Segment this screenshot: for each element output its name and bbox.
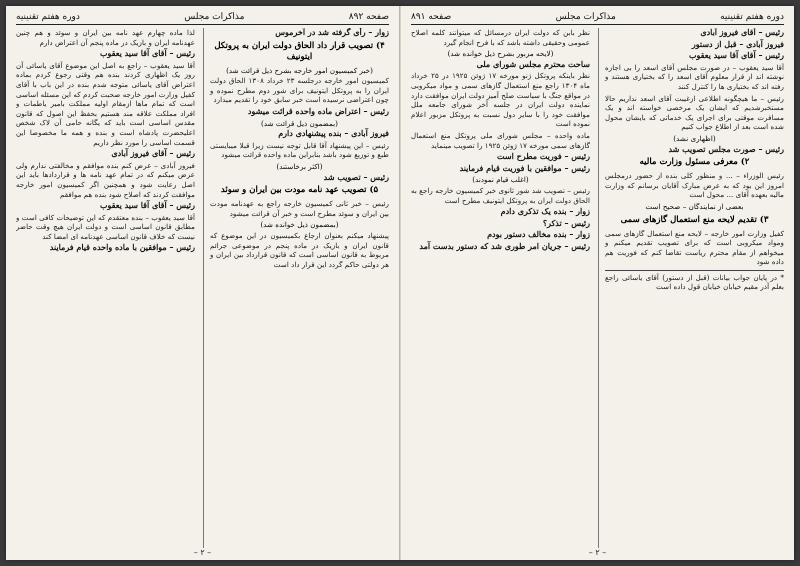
paragraph: رئیس – خبر ثانی کمیسیون خارجه راجع به عهدنامه مودت بین ایران و سوئد مطرح است و خبر آن قرائت میشود <box>210 199 389 218</box>
paragraph: کفیل وزارت امور خارجه – لایحه منع استعمال گازهای سمی ومواد میکروبی است که برای تصویب تقدیم میکنم و میخواهم از مقام محترم ریاست تقاضا کنم که فوریت هم داده شود <box>605 228 784 267</box>
left-page-header <box>16 12 389 25</box>
speaker-line: رئیس – جریان امر طوری شد که دستور بدست آمد <box>419 240 590 251</box>
section-heading: ۳) تقدیم لایحه منع استعمال گازهای سمی <box>620 214 769 225</box>
right-page-number: صفحه ۸۹۱ <box>411 12 452 22</box>
paragraph: پیشنهاد میکنم بعنوان ارجاع بکمیسیون در این موضوع که قانون ایران و بازیک در ماده پنجم در موضوعی جرائم مربوط به قانون اساسی است که قانون قرارداد بین ایران و هر دولتی حاکم گردد این قرار داد است <box>210 230 389 269</box>
paragraph: رئیس – تصویب شد شور ثانوی خبر کمیسیون خارجه راجع به الحاق دولت ایران به پروتکل ایتونیف مطرح است <box>411 185 590 205</box>
stage-direction: (اظهاری نشد) <box>673 133 716 143</box>
speaker-line: فیروز آبادی – بنده پیشنهادی دارم <box>278 128 389 139</box>
left-page <box>6 6 400 560</box>
stage-direction: (بمضمون ذیل خوانده شد) <box>260 220 339 230</box>
speaker-line: رئیس – آقای آقا سید یعقوب <box>100 200 195 211</box>
paragraph: آقا سید یعقوب – در صورت مجلس آقای اسعد را بی اجازه نوشته اند از قرار معلوم آقای اسعد را که بختیاری هستند و رفته اند که بختیاری ها را کنترل کنند <box>605 62 784 91</box>
stage-direction: بعضی از نمایندگان – صحیح است <box>645 201 744 211</box>
section-heading: ۲) معرفی مسئول وزارت مالیه <box>639 157 750 168</box>
right-column-b <box>598 28 784 548</box>
paragraph: کمیسیون امور خارجه درجلسه ۲۳ خرداد ۱۳۰۸ الحاق دولت ایران را به پروتکل ایتونیف برای شور دوم مطرح نموده و چون اعتراضی نرسیده است خبر سابق خود را تقدیم میدارد <box>210 76 389 105</box>
left-columns <box>16 28 389 548</box>
paragraph: فیروز آبادی – عرض کنم بنده موافقم و مخالفتی ندارم ولی عرض میکنم که در تمام عهد نامه ها و قراردادها باید این اصل رعایت شود و همچنین اگر کمیسیون امور خارجه موافقت کردند که اصلاح شود بنده هم موافقم <box>16 160 195 199</box>
section-heading: ۵) تصویب عهد نامه مودت بین ایران و سوئد <box>220 185 379 196</box>
section-heading: ۴) تصویب قرار داد الحاق دولت ایران به پروتکل ایتونیف <box>214 40 385 62</box>
speaker-line: رئیس – تصویب شد <box>323 171 389 182</box>
speaker-line: رئیس – موافقین با ماده واحده قیام فرمایند <box>49 242 195 253</box>
speaker-line: رئیس – فوریت مطرح است <box>497 151 590 162</box>
speaker-line: رئیس – آقای فیروز آبادی <box>111 148 195 159</box>
left-section-title: مذاکرات مجلس <box>184 12 245 22</box>
paragraph: نظر باینکه پروتکل ژنو مورخه ۱۷ ژوئن ۱۹۲۵ در ۲۵ خرداد ماه ۱۳۰۴ راجع منع استعمال گازهای سمی و مواد میکروبی در مواقع جنگ با سیاست صلح آمیز دولت ایران موافقت دارد نماینده دولت ایران در جلسه آخر شورای جامعه ملل موافقت خود را با سایر دول نسبت به پروتکل مزبور اعلام نموده است <box>411 71 590 129</box>
speaker-line: زوار – بنده مخالف دستور بودم <box>487 229 590 240</box>
stage-direction: (اکثر برخاستند) <box>276 161 323 171</box>
right-session-label: دوره هفتم تقنینیه <box>720 12 784 22</box>
speaker-line: زوار – رأی گرفته شد در آخرموس <box>275 28 389 37</box>
left-session-label: دوره هفتم تقنینیه <box>16 12 80 22</box>
right-page-header <box>411 12 784 25</box>
speaker-line: رئیس – تذکر؟ <box>542 217 590 228</box>
right-folio: – ۲ – <box>588 548 607 557</box>
paragraph: رئیس الوزراء – ... و منظور کلی بنده از حضور درمجلس امروز این بود که به عرض مبارک آقایان برسانم که وزارت مالیه بعهده آقای ... محول است <box>605 171 784 200</box>
stage-direction: (خبر کمیسیون امور خارجه بشرح ذیل قرائت شد) <box>226 65 373 75</box>
paragraph: رئیس – ما هیچگونه اطلاعی ازغیبت آقای اسعد نداریم حالا مستخبرشدیم که ایشان یک مرخصی خواسته اند و یک مسافرت موقتی برای اجرای یک خدماتی که بایشان محول شده است بعد از اطلاع جواب کنیم <box>605 93 784 132</box>
stage-direction: (بمضمون ذیل قرائت شد) <box>261 118 338 128</box>
left-folio: – ۲ – <box>193 548 212 557</box>
stage-direction: (اغلب قیام نمودند) <box>472 175 529 185</box>
left-column-b <box>16 28 195 548</box>
paragraph: لذا ماده چهارم عهد نامه بین ایران و سوئد و هم چنین عهدنامه ایران و بازیک در ماده پنجم آن اعتراض دارم <box>16 28 195 47</box>
paragraph: آقا سید یعقوب – بنده معتقدم که این توضیحات کافی است و مطابق قانون اساسی است و دولت ایران هیچ وقت حاضر نیست که خلاف قانون اساسی عهدنامه ای امضا کند <box>16 212 195 241</box>
speaker-line: فیروز آبادی – قبل از دستور <box>691 38 784 49</box>
right-column-a <box>411 28 590 548</box>
paragraph: آقا سید یعقوب – راجع به اصل این موضوع آقای یاسائی آن روز یک اظهاری کردند بنده هم وقتی رجوع کردم بماده اعتراض آقای یاسائی متوجه شدم بنده در این باب با آقای کفیل وزارت امور خارجه صحبت کردم که این مسئله اساسی است که تمام ماها ازمقام اولیه مملکت بامیر یاطمات و افراد مملکت علاقه مند هستیم بحفظ این اصول که قانون مقدس اساسی است باید که یگانه حامی آن لاک شخص اعلیحضرت پادشاه است و بنده و همه ما مخصوصا این قسمت اساسی را مورد نظر داریم <box>16 60 195 147</box>
right-page <box>400 6 794 560</box>
speaker-line: رئیس – موافقین با فوریت قیام فرمایند <box>459 162 590 173</box>
stage-direction: (لایحه مزبور بشرح ذیل خوانده شد) <box>447 49 554 59</box>
right-section-title: مذاکرات مجلس <box>555 12 616 22</box>
right-columns <box>411 28 784 548</box>
footnote: * در پایان جواب بیانات (قبل از دستور) آقای یاسائی راجع بعلم آذر مقیم خیابان خیابان قول داده است <box>605 270 784 292</box>
paragraph: ماده واحده – مجلس شورای ملی پروتکل منع استعمال گازهای سمی مورخه ۱۷ ژوئن ۱۹۲۵ را تصویب مینماید <box>411 130 590 150</box>
speaker-line: رئیس – اعتراض ماده واحده قرائت میشود <box>247 105 389 116</box>
paragraph: نظر بابن که دولت ایران درمسائل که میتوانند کلمه اصلاح عمومی وحقیقی داشته باشد که با فرح انجام گیرد <box>411 28 590 47</box>
left-page-number: صفحه ۸۹۲ <box>348 12 389 22</box>
speaker-line: زوار – بنده یک تذکری دادم <box>500 206 590 217</box>
speaker-line: رئیس – آقای آقا سید یعقوب <box>100 48 195 59</box>
paragraph: رئیس – این پیشنهاد آقا قابل توجه نیست زیرا قبلا میبایستی طبع و توزیع شود باشد بنابراین ماده واحده قرائت میشود <box>210 140 389 160</box>
speaker-line: رئیس – آقای فیروز آبادی <box>700 28 784 37</box>
speaker-line: رئیس – آقای آقا سید یعقوب <box>689 50 784 61</box>
left-column-a <box>203 28 389 548</box>
speaker-line: ساحت محترم مجلس شورای ملی <box>476 58 590 69</box>
document-spread <box>6 6 794 560</box>
speaker-line: رئیس – صورت مجلس تصویب شد <box>668 143 784 154</box>
